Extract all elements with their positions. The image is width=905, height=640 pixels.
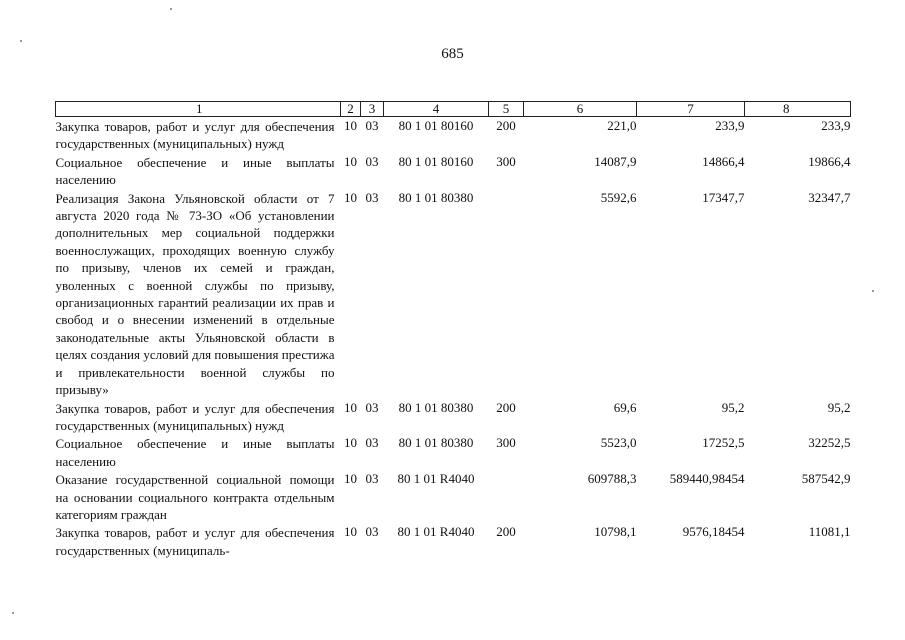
subsection-code: 03 <box>365 471 379 487</box>
amount-column-8: 11081,1 <box>808 524 851 540</box>
table-header-row <box>56 102 851 117</box>
scan-speck <box>12 612 14 614</box>
column-number-2: 2 <box>341 102 361 117</box>
amount-column-8: 233,9 <box>821 118 851 133</box>
budget-table <box>55 101 851 559</box>
target-article-code: 80 1 01 R4040 <box>397 471 475 487</box>
target-article-code: 80 1 01 80380 <box>398 189 474 205</box>
amount-column-8: 32347,7 <box>808 189 851 205</box>
row-name: Закупка товаров, работ и услуг для обеспечения государственных (муниципальных) нужд <box>55 119 335 152</box>
column-number-8: 8 <box>745 102 851 117</box>
amount-column-6: 609788,3 <box>587 471 637 487</box>
section-code: 10 <box>344 524 357 540</box>
column-number-5: 5 <box>489 102 524 117</box>
amount-column-6: 10798,1 <box>594 524 637 540</box>
expense-type-code <box>489 470 524 523</box>
amount-column-7: 589440,98454 <box>669 471 745 487</box>
column-number-4: 4 <box>384 102 489 117</box>
subsection-code: 03 <box>365 118 379 133</box>
amount-column-7: 14866,4 <box>702 153 745 169</box>
column-number-6: 6 <box>524 102 637 117</box>
amount-column-6: 221,0 <box>607 118 637 133</box>
expense-type-code: 200 <box>496 118 516 133</box>
scan-speck <box>170 8 172 10</box>
table-row <box>56 189 851 399</box>
scan-speck <box>872 290 874 292</box>
table-row <box>56 153 851 189</box>
amount-column-6: 14087,9 <box>594 153 637 169</box>
amount-column-8: 95,2 <box>827 399 851 415</box>
subsection-code: 03 <box>365 399 379 415</box>
section-code: 10 <box>344 189 357 205</box>
amount-column-6: 5523,0 <box>600 435 637 451</box>
section-code: 10 <box>344 118 357 133</box>
amount-column-8: 19866,4 <box>808 153 851 169</box>
subsection-code: 03 <box>365 435 379 451</box>
column-number-1: 1 <box>56 102 341 117</box>
section-code: 10 <box>344 435 357 451</box>
table-row <box>56 523 851 559</box>
expense-type-code: 300 <box>496 435 516 451</box>
amount-column-7: 17252,5 <box>702 435 745 451</box>
amount-column-7: 17347,7 <box>702 189 745 205</box>
page-number: 685 <box>441 46 464 62</box>
section-code: 10 <box>344 471 357 487</box>
target-article-code: 80 1 01 80160 <box>398 153 474 169</box>
amount-column-8: 32252,5 <box>808 435 851 451</box>
amount-column-7: 9576,18454 <box>682 524 745 540</box>
row-name: Реализация Закона Ульяновской области от 7 августа 2020 года № 73-ЗО «Об установлении дополнительных мер социальной поддержки военнослужащих, проходящих военную службу по призыву, членов их семей и граждан, уволенных с военной службы по призыву, организационных гарантий реализации их прав и свобод и о внесении изменений в отдельные законодательные акты Ульяновской области в целях создания условий для повышения престижа и привлекательности военной службы по призыву» <box>55 190 335 398</box>
amount-column-6: 69,6 <box>613 399 637 415</box>
column-number-3: 3 <box>361 102 384 117</box>
table-row <box>56 399 851 435</box>
section-code: 10 <box>344 399 357 415</box>
column-number-7: 7 <box>637 102 745 117</box>
subsection-code: 03 <box>365 524 379 540</box>
subsection-code: 03 <box>365 153 379 169</box>
table-row <box>56 470 851 523</box>
table-row <box>56 117 851 153</box>
target-article-code: 80 1 01 80160 <box>398 118 474 133</box>
target-article-code: 80 1 01 80380 <box>398 435 474 451</box>
scan-speck <box>20 40 22 42</box>
expense-type-code: 200 <box>496 524 516 540</box>
row-name: Закупка товаров, работ и услуг для обеспечения государственных (муниципальных) нужд <box>55 400 335 433</box>
expense-type-code: 300 <box>496 153 516 169</box>
target-article-code: 80 1 01 R4040 <box>397 524 475 540</box>
subsection-code: 03 <box>365 189 379 205</box>
row-name: Закупка товаров, работ и услуг для обеспечения государственных (муниципаль- <box>55 525 335 558</box>
row-name: Социальное обеспечение и иные выплаты населению <box>55 436 335 469</box>
amount-column-8: 587542,9 <box>801 471 851 487</box>
row-name: Социальное обеспечение и иные выплаты населению <box>55 154 335 188</box>
target-article-code: 80 1 01 80380 <box>398 399 474 415</box>
expense-type-code <box>489 189 524 399</box>
amount-column-7: 95,2 <box>721 399 745 415</box>
section-code: 10 <box>344 153 357 169</box>
table-row <box>56 434 851 470</box>
row-name: Оказание государственной социальной помощи на основании социального контракта отдельным категориям граждан <box>55 472 335 522</box>
expense-type-code: 200 <box>496 399 516 415</box>
amount-column-6: 5592,6 <box>600 189 637 205</box>
amount-column-7: 233,9 <box>715 118 745 133</box>
